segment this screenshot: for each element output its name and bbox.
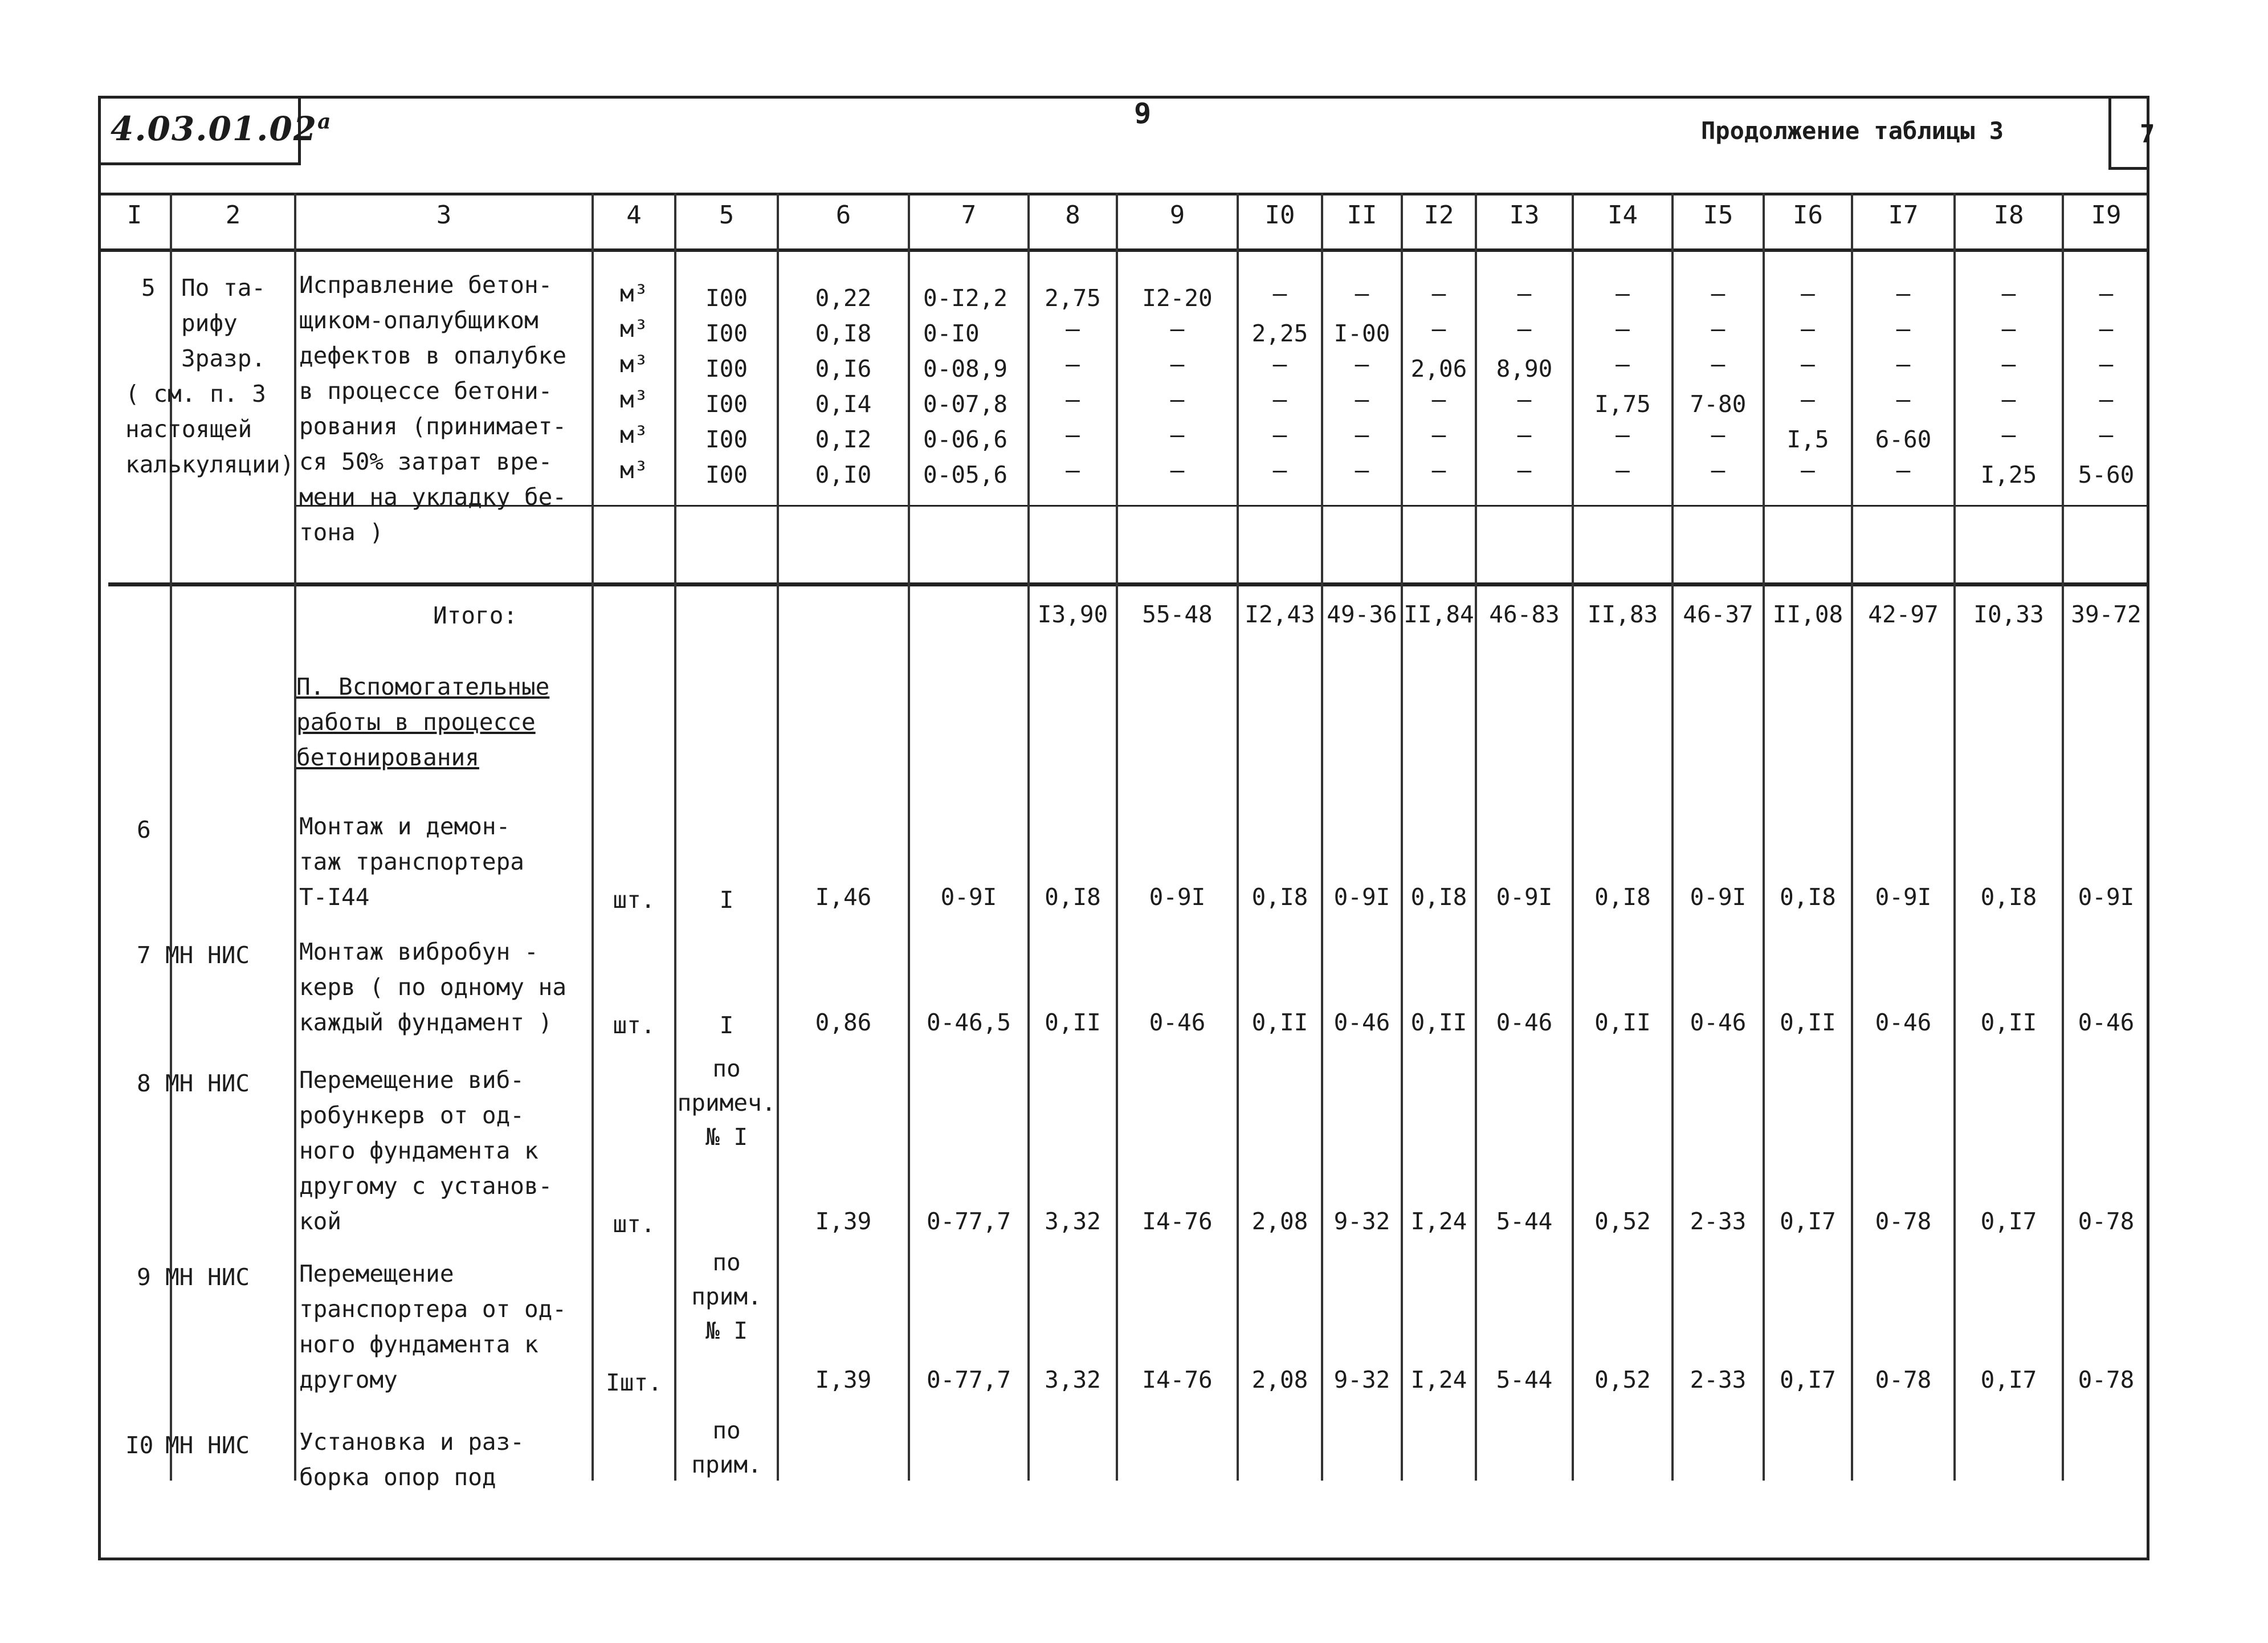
row-value: 0-46 (1496, 1009, 1553, 1036)
dash: — (1801, 280, 1815, 307)
dash: — (1517, 280, 1532, 307)
dash: — (1711, 280, 1726, 307)
norm-value: 0,22 (815, 284, 872, 312)
column-divider (1321, 193, 1323, 1481)
cost-value: 5-60 (2078, 461, 2135, 488)
dash: — (1355, 421, 1369, 449)
dash: — (1896, 280, 1911, 307)
total-value: I3,90 (1037, 601, 1108, 628)
row-value: 0,II (1251, 1009, 1308, 1036)
doc-code: 4.03.01.02$^a$ (111, 109, 332, 148)
rate-value: 0-I2,2 (923, 284, 1008, 312)
dash: — (1711, 350, 1726, 378)
column-header: 9 (1169, 201, 1185, 230)
column-header: II (1347, 201, 1377, 230)
unit: м³ (619, 456, 648, 484)
row-number: 5 (141, 274, 156, 301)
row-value: 0,I8 (1045, 883, 1101, 911)
quantity: № I (705, 1123, 748, 1151)
row-basis: Зразр. (181, 345, 266, 372)
column-header: 7 (961, 201, 977, 230)
row-description: Перемещение виб- (299, 1066, 524, 1094)
column-divider (1671, 193, 1674, 1481)
row-value: 0,I8 (1410, 883, 1467, 911)
quantity: прим. (691, 1451, 762, 1478)
unit: м³ (619, 350, 648, 378)
row-basis: По та- (181, 274, 266, 301)
quantity: I00 (705, 284, 748, 312)
rate-value: 0-07,8 (923, 390, 1008, 418)
row-value: 0,I7 (1780, 1208, 1836, 1235)
quantity: I (719, 1012, 734, 1039)
dash: — (1711, 456, 1726, 484)
dash: — (2099, 280, 2114, 307)
quantity: I00 (705, 320, 748, 347)
column-divider (1572, 193, 1574, 1481)
total-value: I2,43 (1245, 601, 1315, 628)
row-value: 2-33 (1690, 1208, 1747, 1235)
section-title: работы в процессе (296, 708, 536, 736)
unit: м³ (619, 280, 648, 307)
column-divider (777, 193, 779, 1481)
norm-value: 0,I0 (815, 461, 872, 488)
dash: — (1616, 315, 1630, 343)
table-continuation-title: Продолжение таблицы 3 (1701, 117, 2004, 145)
row-description: ся 50% затрат вре- (299, 448, 553, 475)
row5-bottom-rule (296, 505, 2148, 507)
labor-value: I,25 (1980, 461, 2037, 488)
row-description: транспортера от од- (299, 1295, 566, 1323)
row-value: 0,I8 (1980, 883, 2037, 911)
rate-value: 0-77,7 (926, 1366, 1011, 1393)
header-top-rule (98, 193, 2149, 195)
rate-value: 0-9I (940, 883, 997, 911)
row-description: другому с установ- (299, 1172, 553, 1200)
total-value: II,08 (1772, 601, 1843, 628)
column-header: I3 (1509, 201, 1540, 230)
dash: — (1896, 386, 1911, 413)
row-value: 0,I8 (1594, 883, 1651, 911)
quantity: I00 (705, 355, 748, 382)
row-description: тона ) (299, 519, 384, 546)
labor-value: I,5 (1786, 426, 1829, 453)
row-basis: МН НИС (165, 1070, 250, 1097)
unit: м³ (619, 421, 648, 449)
row-description: Исправление бетон- (299, 271, 553, 299)
row-value: 3,32 (1045, 1366, 1101, 1393)
dash: — (1272, 386, 1287, 413)
row-value: 2,08 (1251, 1208, 1308, 1235)
row-description: керв ( по одному на (299, 973, 566, 1001)
dash: — (1801, 350, 1815, 378)
row-description: ного фундамента к (299, 1137, 539, 1164)
dash: — (2001, 421, 2016, 449)
rate-value: 0-08,9 (923, 355, 1008, 382)
labor-value: I,75 (1594, 390, 1651, 418)
total-separator-rule (108, 582, 2148, 586)
row-basis: калькуляции) (125, 451, 295, 478)
dash: — (1616, 350, 1630, 378)
total-value: 46-37 (1683, 601, 1753, 628)
column-header: I2 (1423, 201, 1454, 230)
dash: — (1170, 315, 1185, 343)
rate-value: 0-05,6 (923, 461, 1008, 488)
dash: — (1170, 421, 1185, 449)
dash: — (1896, 456, 1911, 484)
quantity: по (712, 1055, 741, 1082)
dash: — (1066, 350, 1080, 378)
row-basis: МН НИС (165, 941, 250, 969)
unit: шт. (613, 1210, 655, 1238)
row-description: рования (принимает- (299, 413, 566, 440)
dash: — (1066, 456, 1080, 484)
header-bottom-rule (98, 248, 2149, 252)
row-value: 0-9I (1149, 883, 1206, 911)
total-value: 49-36 (1327, 601, 1397, 628)
column-divider (1237, 193, 1239, 1481)
dash: — (1355, 456, 1369, 484)
row-number: I0 (125, 1432, 154, 1459)
dash: — (1431, 421, 1446, 449)
labor-value: 2,25 (1251, 320, 1308, 347)
total-label: Итого: (433, 602, 518, 629)
column-divider (1401, 193, 1403, 1481)
labor-value: 2,06 (1410, 355, 1467, 382)
column-header: I (127, 201, 142, 230)
dash: — (1711, 421, 1726, 449)
total-value: 39-72 (2071, 601, 2141, 628)
total-value: 46-83 (1489, 601, 1560, 628)
column-divider (908, 193, 910, 1481)
total-value: I0,33 (1973, 601, 2044, 628)
row-value: 0,52 (1594, 1366, 1651, 1393)
row-value: 0,I7 (1980, 1366, 2037, 1393)
dash: — (1355, 386, 1369, 413)
norm-value: I,46 (815, 883, 872, 911)
row-description: борка опор под (299, 1463, 496, 1491)
column-divider (1475, 193, 1477, 1481)
row-value: 0,II (1594, 1009, 1651, 1036)
column-header: 4 (626, 201, 642, 230)
dash: — (1272, 456, 1287, 484)
dash: — (1272, 350, 1287, 378)
dash: — (1066, 315, 1080, 343)
column-divider (1851, 193, 1853, 1481)
total-value: 42-97 (1868, 601, 1939, 628)
dash: — (2001, 386, 2016, 413)
column-header: 5 (719, 201, 735, 230)
column-header: I9 (2091, 201, 2122, 230)
rate-value: 0-46,5 (926, 1009, 1011, 1036)
dash: — (1801, 386, 1815, 413)
row-value: 0-9I (1496, 883, 1553, 911)
column-divider (1116, 193, 1118, 1481)
dash: — (1170, 456, 1185, 484)
dash: — (1066, 421, 1080, 449)
row-value: 0,II (1410, 1009, 1467, 1036)
row-value: 0-46 (1149, 1009, 1206, 1036)
dash: — (1272, 421, 1287, 449)
cost-value: I-00 (1333, 320, 1390, 347)
quantity: прим. (691, 1283, 762, 1310)
dash: — (2001, 315, 2016, 343)
column-header: I6 (1793, 201, 1823, 230)
row-value: 0,II (1780, 1009, 1836, 1036)
row-description: ного фундамента к (299, 1331, 539, 1358)
row-value: 0-78 (2078, 1366, 2135, 1393)
dash: — (1355, 350, 1369, 378)
row-basis: рифу (181, 309, 238, 337)
quantity: по (712, 1249, 741, 1276)
quantity: примеч. (677, 1089, 776, 1116)
row-value: 0-46 (1333, 1009, 1390, 1036)
total-value: II,84 (1404, 601, 1474, 628)
row-value: 0-78 (1875, 1366, 1932, 1393)
row-value: 9-32 (1333, 1208, 1390, 1235)
rate-value: 0-77,7 (926, 1208, 1011, 1235)
column-divider (592, 193, 594, 1481)
row-value: 0,52 (1594, 1208, 1651, 1235)
row-description: Перемещение (299, 1260, 454, 1287)
dash: — (1517, 315, 1532, 343)
column-divider (294, 193, 296, 1481)
row-description: Установка и раз- (299, 1428, 524, 1456)
row-description: другому (299, 1366, 398, 1393)
dash: — (1431, 280, 1446, 307)
column-header: I4 (1608, 201, 1638, 230)
dash: — (2099, 421, 2114, 449)
dash: — (1066, 386, 1080, 413)
column-header: 2 (225, 201, 241, 230)
row-description: Монтаж и демон- (299, 813, 511, 840)
section-title: бетонирования (296, 744, 479, 771)
row-value: 0-9I (2078, 883, 2135, 911)
row-basis: ( см. п. 3 (125, 380, 266, 407)
row-description: Монтаж вибробун - (299, 938, 539, 965)
row-value: 0-46 (2078, 1009, 2135, 1036)
row-description: Т-I44 (299, 883, 370, 911)
unit: м³ (619, 386, 648, 413)
row-value: 2-33 (1690, 1366, 1747, 1393)
row-value: I4-76 (1142, 1366, 1213, 1393)
dash: — (1431, 315, 1446, 343)
quantity: по (712, 1417, 741, 1444)
norm-value: 0,I2 (815, 426, 872, 453)
norm-value: I,39 (815, 1366, 872, 1393)
dash: — (1896, 315, 1911, 343)
quantity: I (719, 886, 734, 914)
row-description: таж транспортера (299, 848, 524, 875)
row-description: в процессе бетони- (299, 377, 553, 405)
norm-value: I,39 (815, 1208, 872, 1235)
unit: Iшт. (606, 1369, 662, 1396)
dash: — (2099, 315, 2114, 343)
column-header: 8 (1065, 201, 1080, 230)
cost-value: 6-60 (1875, 426, 1932, 453)
row-value: 0,II (1045, 1009, 1101, 1036)
dash: — (1517, 386, 1532, 413)
quantity: I00 (705, 426, 748, 453)
row-value: 5-44 (1496, 1208, 1553, 1235)
norm-value: 0,86 (815, 1009, 872, 1036)
row-value: 0,I7 (1780, 1366, 1836, 1393)
labor-value: 2,75 (1045, 284, 1101, 312)
row-number: 9 (137, 1263, 151, 1291)
row-value: I,24 (1410, 1366, 1467, 1393)
row-description: робункерв от од- (299, 1102, 524, 1129)
rate-value: 0-I0 (923, 320, 980, 347)
rate-value: 0-06,6 (923, 426, 1008, 453)
column-header: 3 (436, 201, 452, 230)
row-value: 0-46 (1690, 1009, 1747, 1036)
row-value: 9-32 (1333, 1366, 1390, 1393)
quantity: I00 (705, 390, 748, 418)
dash: — (1272, 280, 1287, 307)
row-basis: МН НИС (165, 1432, 250, 1459)
unit: шт. (613, 886, 655, 914)
column-header: 6 (835, 201, 851, 230)
page-number: 9 (1134, 97, 1152, 130)
norm-value: 0,I6 (815, 355, 872, 382)
cost-value: 8,90 (1496, 355, 1553, 382)
dash: — (1517, 456, 1532, 484)
column-divider (1027, 193, 1030, 1481)
row-value: 0,I8 (1780, 883, 1836, 911)
row-value: 0-78 (1875, 1208, 1932, 1235)
row-value: 0-46 (1875, 1009, 1932, 1036)
column-header: I5 (1703, 201, 1733, 230)
dash: — (1431, 386, 1446, 413)
unit: м³ (619, 315, 648, 343)
dash: — (1801, 456, 1815, 484)
column-header: I8 (1993, 201, 2024, 230)
row-value: I,24 (1410, 1208, 1467, 1235)
column-divider (1953, 193, 1956, 1481)
row-basis: настоящей (125, 415, 252, 443)
row-value: I4-76 (1142, 1208, 1213, 1235)
cost-value: I2-20 (1142, 284, 1213, 312)
section-title: П. Вспомогательные (296, 673, 550, 700)
row-number: 8 (137, 1070, 151, 1097)
dash: — (1170, 350, 1185, 378)
dash: — (1616, 456, 1630, 484)
dash: — (1355, 280, 1369, 307)
dash: — (1517, 421, 1532, 449)
row-value: 0-78 (2078, 1208, 2135, 1235)
dash: — (1896, 350, 1911, 378)
dash: — (1711, 315, 1726, 343)
column-divider (674, 193, 676, 1481)
row-description: щиком-опалубщиком (299, 307, 539, 334)
row-value: 0,I7 (1980, 1208, 2037, 1235)
dash: — (1616, 280, 1630, 307)
norm-value: 0,I8 (815, 320, 872, 347)
quantity: № I (705, 1317, 748, 1344)
row-value: 5-44 (1496, 1366, 1553, 1393)
dash: — (1801, 315, 1815, 343)
row-value: 0,II (1980, 1009, 2037, 1036)
quantity: I00 (705, 461, 748, 488)
row-description: мени на укладку бе- (299, 483, 566, 511)
row-description: каждый фундамент ) (299, 1009, 553, 1036)
row-value: 0-9I (1875, 883, 1932, 911)
column-divider (1763, 193, 1765, 1481)
row-number: 6 (137, 816, 151, 843)
column-divider (2062, 193, 2064, 1481)
dash: — (2001, 280, 2016, 307)
total-value: 55-48 (1142, 601, 1213, 628)
sheet-number: 7 (2140, 120, 2155, 149)
row-number: 7 (137, 941, 151, 969)
dash: — (1616, 421, 1630, 449)
row-value: 2,08 (1251, 1366, 1308, 1393)
dash: — (2001, 350, 2016, 378)
dash: — (1431, 456, 1446, 484)
doc-code-box (98, 96, 332, 165)
total-value: II,83 (1587, 601, 1658, 628)
dash: — (1170, 386, 1185, 413)
dash: — (2099, 386, 2114, 413)
row-value: 0-9I (1690, 883, 1747, 911)
cost-value: 7-80 (1690, 390, 1747, 418)
unit: шт. (613, 1012, 655, 1039)
column-header: I7 (1888, 201, 1919, 230)
row-description: дефектов в опалубке (299, 342, 566, 369)
row-value: 0,I8 (1251, 883, 1308, 911)
row-value: 3,32 (1045, 1208, 1101, 1235)
dash: — (2099, 350, 2114, 378)
column-header: I0 (1264, 201, 1295, 230)
norm-value: 0,I4 (815, 390, 872, 418)
row-description: кой (299, 1208, 342, 1235)
row-basis: МН НИС (165, 1263, 250, 1291)
row-value: 0-9I (1333, 883, 1390, 911)
